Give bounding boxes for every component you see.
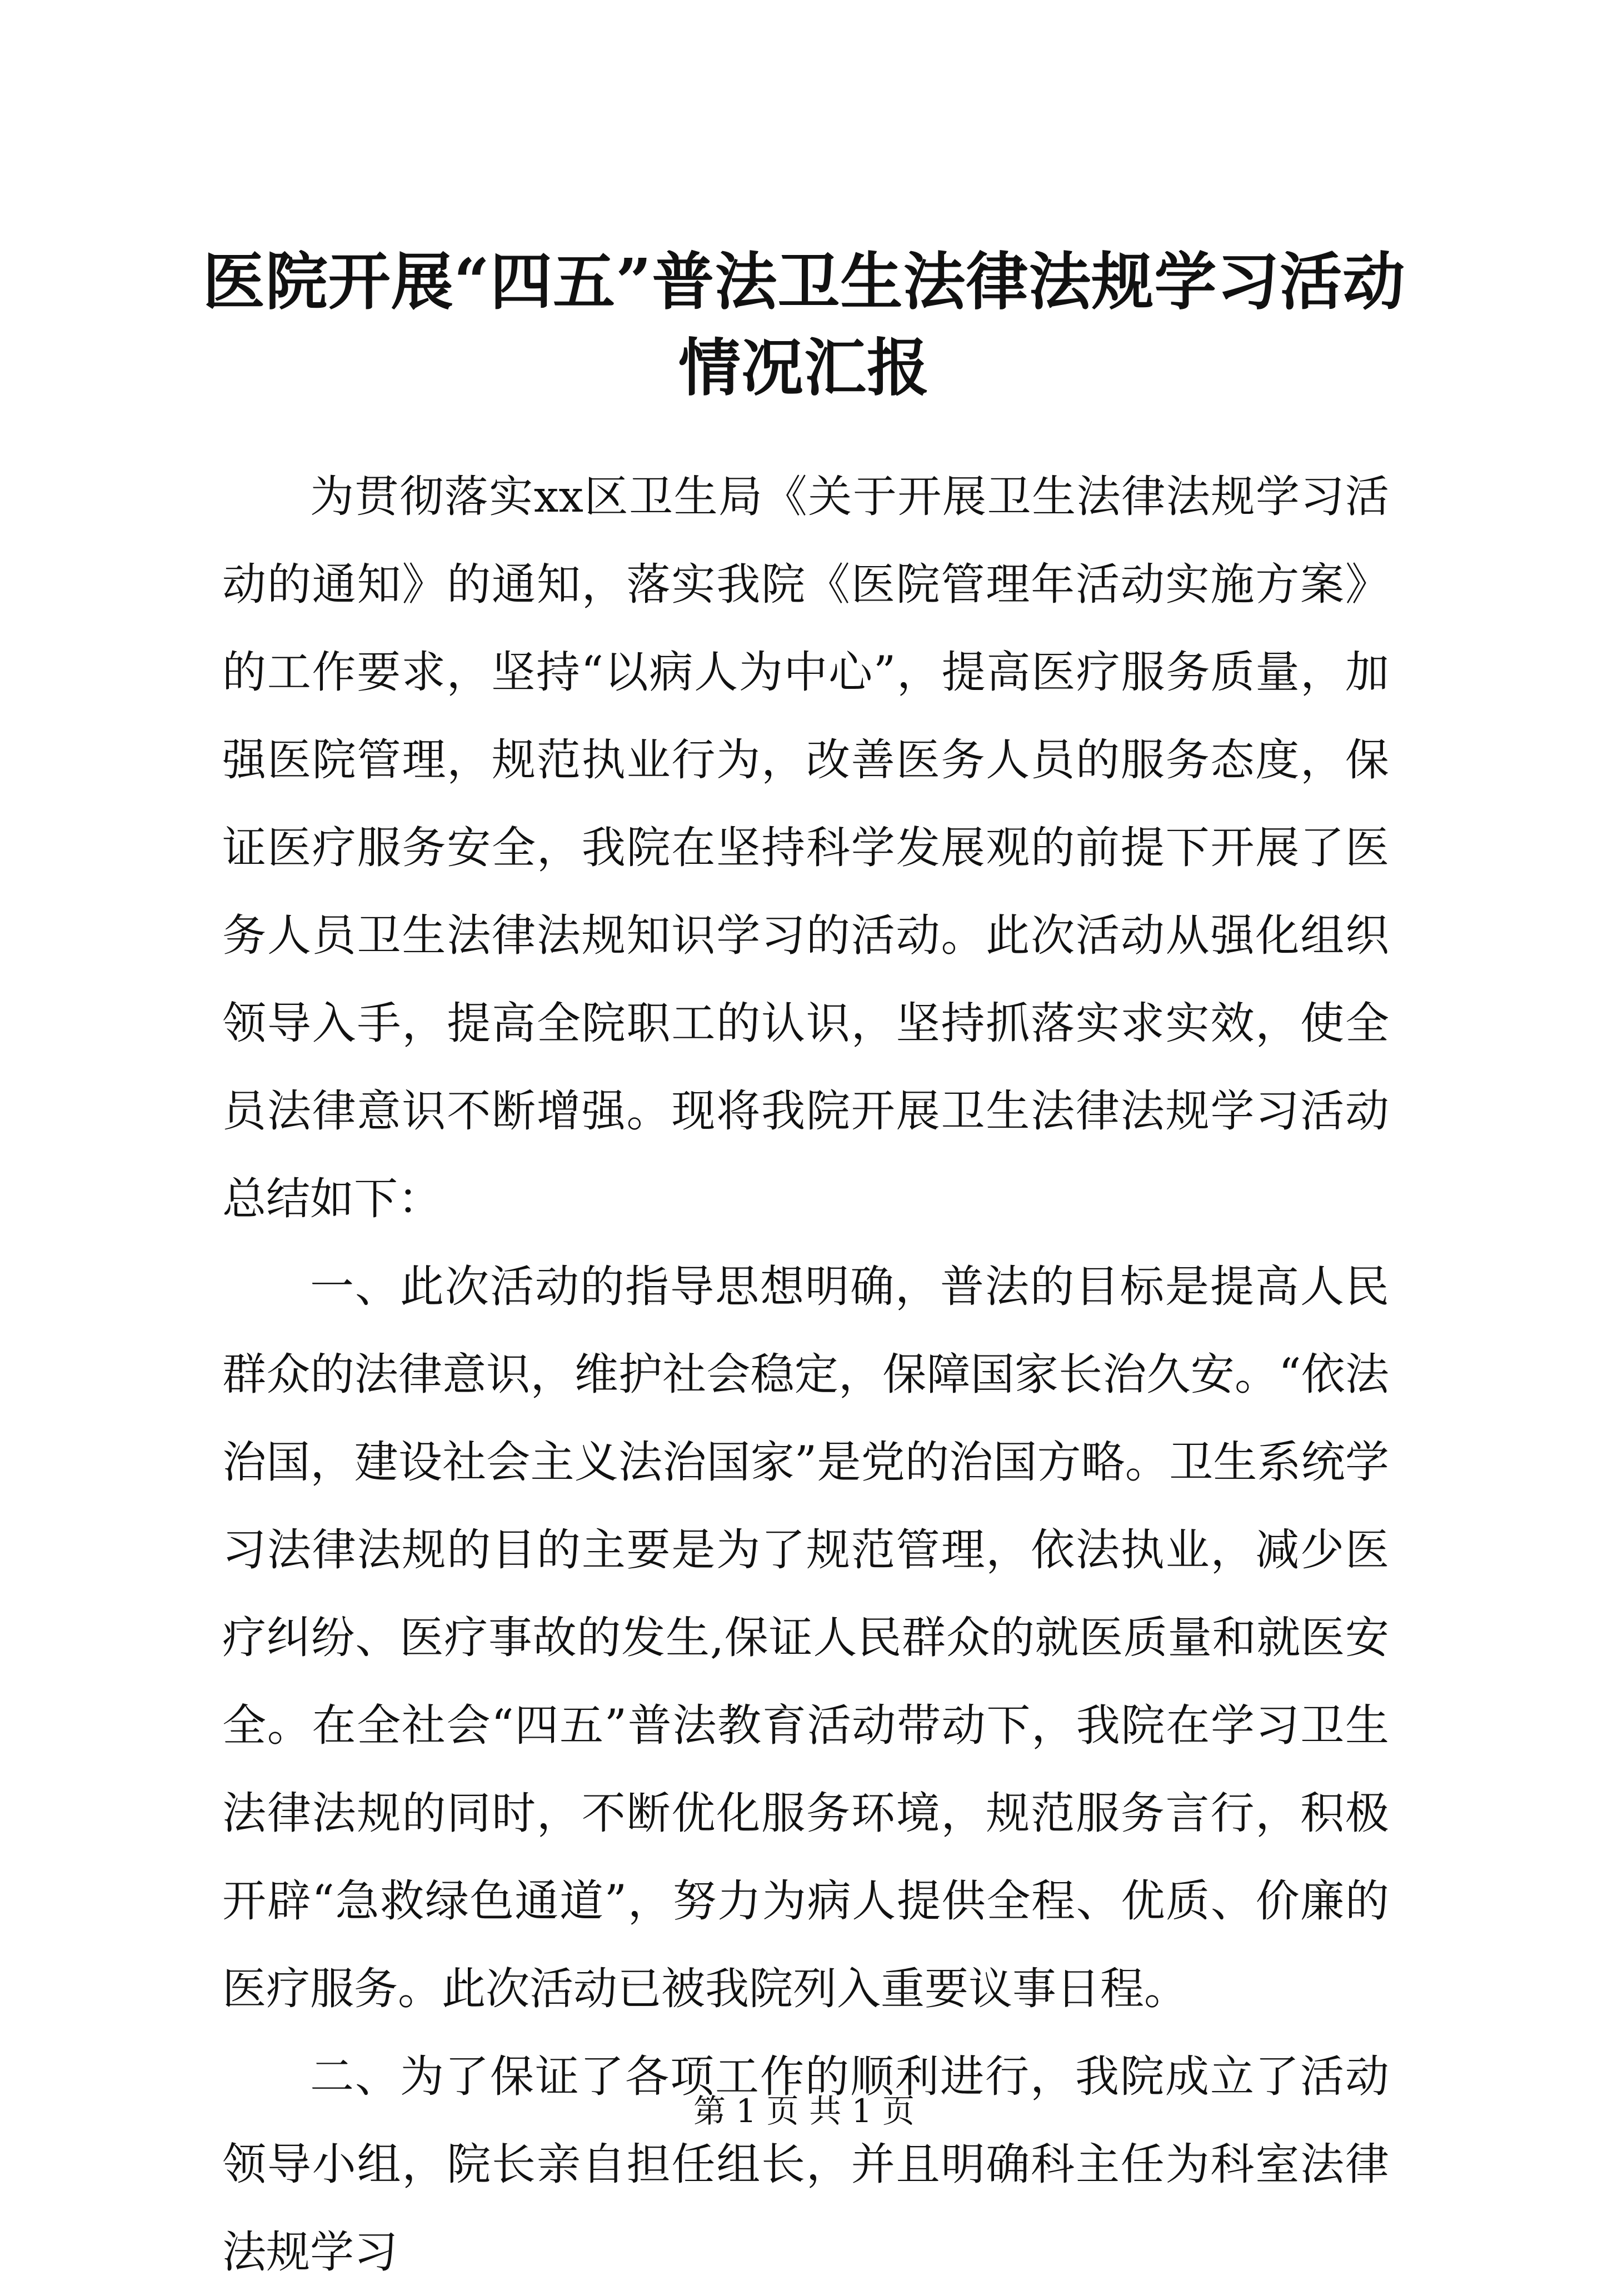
document-title: 医院开展“四五”普法卫生法律法规学习活动情况汇报 [202,246,1406,404]
paragraph-intro: 为贯彻落实xx区卫生局《关于开展卫生法律法规学习活动的通知》的通知，落实我院《医院管理年活动实施方案》的工作要求，坚持“以病人为中心”，提高医疗服务质量，加强医院管理，规范执业行为，改善医务人员的服务态度，保证医疗服务安全，我院在坚持科学发展观的前提下开展了医务人员卫生法律法规知识学习的活动。此次活动从强化组织领导入手，提高全院职工的认识，坚持抓落实求实效，使全员法律意识不断增强。现将我院开展卫生法律法规学习活动总结如下： [222,471,1389,1224]
paragraph-section-1: 一、此次活动的指导思想明确，普法的目标是提高人民群众的法律意识，维护社会稳定，保障国家长治久安。“依法治国，建设社会主义法治国家”是党的治国方略。卫生系统学习法律法规的目的主要是为了规范管理，依法执业，减少医疗纠纷、医疗事故的发生,保证人民群众的就医质量和就医安全。在全社会“四五”普法教育活动带动下，我院在学习卫生法律法规的同时，不断优化服务环境，规范服务言行，积极开辟“急救绿色通道”，努力为病人提供全程、优质、价廉的医疗服务。此次活动已被我院列入重要议事日程。 [222,1261,1389,2014]
paragraph-section-2: 二、为了保证了各项工作的顺利进行，我院成立了活动领导小组，院长亲自担任组长，并且明确科主任为科室法律法规学习 [222,2051,1389,2278]
document-body [222,453,1389,2296]
page-footer: 第 1 页 共 1 页 [693,2092,915,2130]
